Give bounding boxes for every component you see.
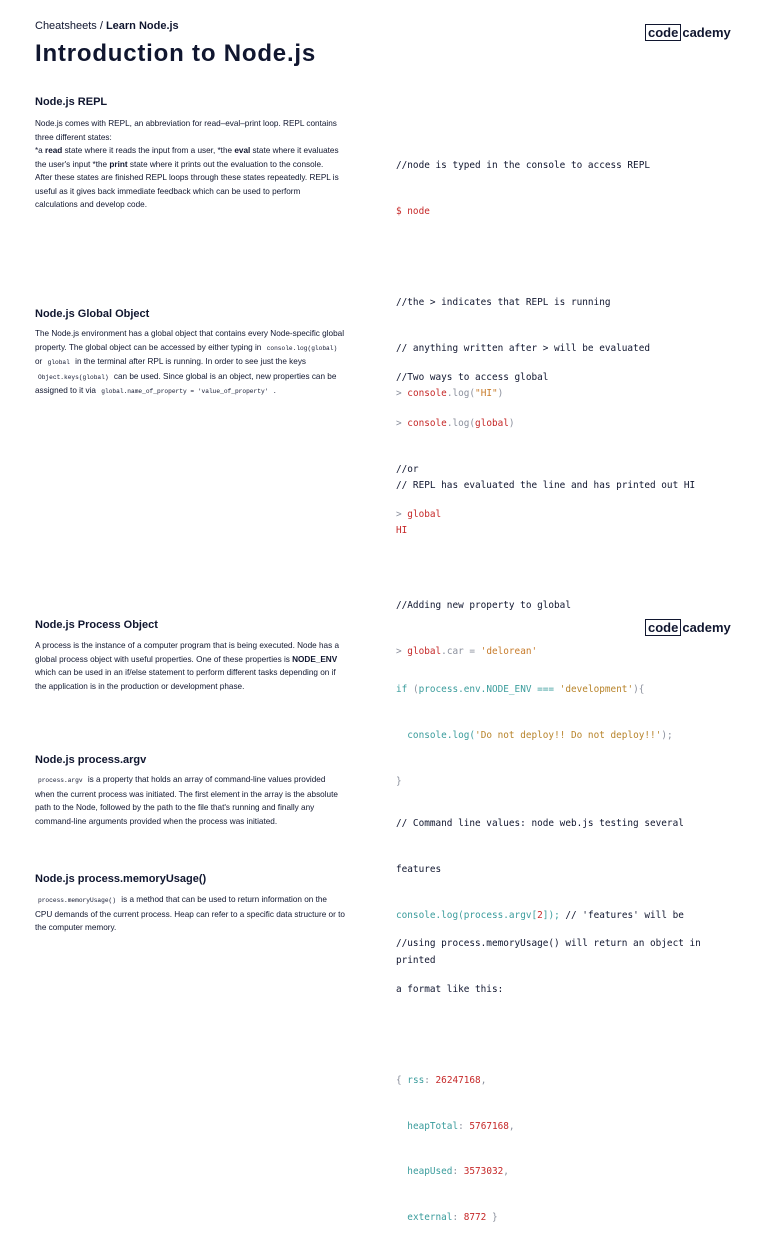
breadcrumb bbox=[35, 20, 179, 32]
inline-code: global bbox=[47, 359, 70, 366]
inline-code: process.memoryUsage() bbox=[38, 897, 116, 904]
section-desc-memory: process.memoryUsage() is a method that can be used to return information on the CPU demands of the current process. Heap can refer to a specific data structure or to the computer memory. bbox=[35, 895, 345, 932]
inline-code: console.log(global) bbox=[266, 344, 338, 352]
breadcrumb-current[interactable]: Learn Node.js bbox=[105, 20, 179, 32]
codecademy-logo[interactable]: code cademy bbox=[645, 619, 731, 636]
inline-code: Object.keys(global) bbox=[38, 373, 109, 381]
section-title-process: Node.js Process Object bbox=[35, 619, 158, 631]
code-block-process: if (process.env.NODE_ENV === 'development'){ console.log('Do not deploy!! Do not deploy!!'); } bbox=[396, 684, 673, 787]
codecademy-logo[interactable]: code cademy bbox=[645, 24, 731, 41]
section-title-repl: Node.js REPL bbox=[35, 96, 108, 108]
section-desc-repl: Node.js comes with REPL, an abbreviation for read–eval–print loop. REPL contains three different states: *a read state where it reads the input from a user, *the eval state where it evaluates the user's input *the print state where it prints out the evaluation to the console. After these states are finished REPL loops through these states repeatedly. REPL is useful as it gives back immediate feedback which can be used to perform calculations and develop code. bbox=[35, 119, 339, 209]
section-desc-global: The Node.js environment has a global object that contains every Node-specific global property. The global object can be accessed by either typing in console.log(global) or global in the terminal after RPL is running. In order to see just the keys Object.keys(global) can be used. Since global is an object, new properties can be assigned to it via global.name_of_property = 'value_of_property' . bbox=[35, 329, 345, 395]
code-block-argv: // Command line values: node web.js testing several features console.log(process.argv[2]); // 'features' will be printed bbox=[396, 818, 684, 967]
breadcrumb-separator: / bbox=[96, 20, 106, 32]
code-block-memory: //using process.memoryUsage() will return an object in a format like this: { rss: 26247168, heapTotal: 5767168, heapUsed: 3573032, external: 8772 } bbox=[396, 938, 701, 1223]
page-title: Introduction to Node.js bbox=[35, 40, 317, 67]
section-title-memory: Node.js process.memoryUsage() bbox=[35, 873, 207, 885]
section-title-global: Node.js Global Object bbox=[35, 308, 150, 320]
code-block-global: //Two ways to access global > console.log(global) //or > global //Adding new property to global > global.car = 'delorean' bbox=[396, 372, 571, 657]
inline-code: global.name_of_property = 'value_of_property' bbox=[101, 388, 269, 395]
breadcrumb-root[interactable]: Cheatsheets bbox=[35, 20, 97, 32]
inline-code: process.argv bbox=[38, 777, 83, 784]
section-desc-process: A process is the instance of a computer program that is being executed. Node has a global process object with useful properties. One of these properties is NODE_ENV which can be used in an if/else statement to perform different tasks depending on if the application is in the production or development phase. bbox=[35, 641, 340, 691]
section-title-argv: Node.js process.argv bbox=[35, 754, 147, 766]
section-desc-argv: process.argv is a property that holds an array of command-line values provided when the current process was initiated. The first element in the array is the absolute path to the Node, followed by the path to the file that's running and finally any command-line arguments provided when the process was initiated. bbox=[35, 775, 338, 826]
code-block-repl: //node is typed in the console to access REPL $ node //the > indicates that REPL is running // anything written after > will be evaluated > console.log("HI") // REPL has evaluated the line and has printed out HI HI bbox=[396, 160, 696, 537]
